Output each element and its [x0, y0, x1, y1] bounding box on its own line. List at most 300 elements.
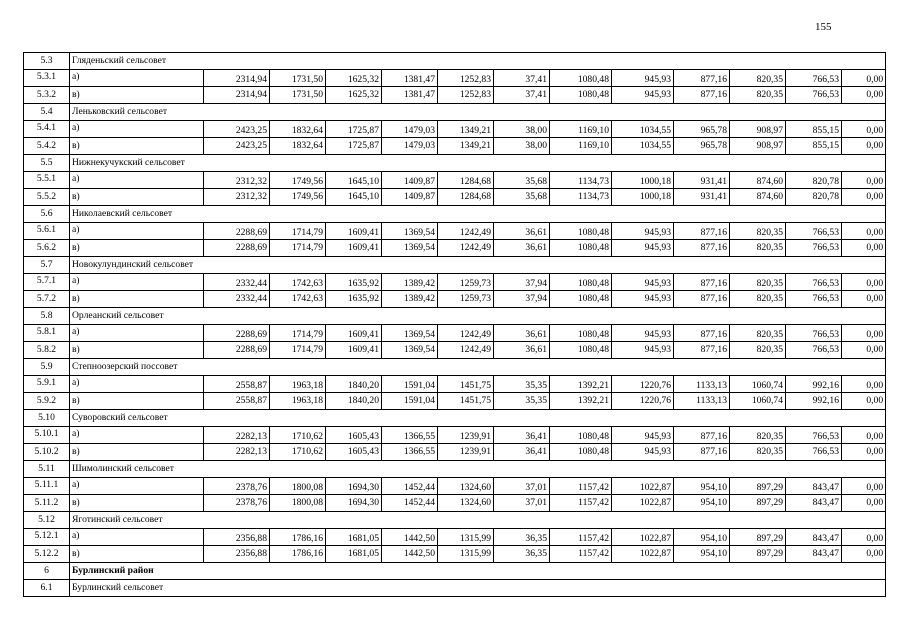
value-cell: 1605,43: [326, 427, 382, 444]
value-cell: 37,41: [494, 87, 550, 104]
value-cell: 1000,18: [612, 172, 674, 189]
value-cell: 1725,87: [326, 121, 382, 138]
row-number: 5.5.1: [24, 172, 70, 189]
value-cell: 35,68: [494, 189, 550, 206]
value-cell: 35,35: [494, 393, 550, 410]
value-cell: 1609,41: [326, 223, 382, 240]
value-cell: 1452,44: [382, 495, 438, 512]
section-header-row: [24, 206, 886, 223]
value-cell: 37,01: [494, 495, 550, 512]
value-cell: 874,60: [730, 172, 786, 189]
section-name: Леньковский сельсовет: [70, 104, 886, 121]
value-cell: 1749,56: [270, 189, 326, 206]
value-cell: 820,78: [786, 172, 842, 189]
table-row: [24, 495, 886, 512]
value-cell: 1259,73: [438, 291, 494, 308]
table-row: [24, 189, 886, 206]
value-cell: 1389,42: [382, 291, 438, 308]
value-cell: 1381,47: [382, 87, 438, 104]
value-cell: 1080,48: [550, 87, 612, 104]
tariff-table: [23, 52, 886, 597]
row-label: а): [70, 376, 204, 393]
value-cell: 897,29: [730, 478, 786, 495]
value-cell: 1315,99: [438, 529, 494, 546]
value-cell: 0,00: [842, 189, 886, 206]
table-row: [24, 376, 886, 393]
section-name: Бурлинский район: [70, 563, 886, 580]
value-cell: 1060,74: [730, 376, 786, 393]
value-cell: 1169,10: [550, 121, 612, 138]
value-cell: 2312,32: [204, 189, 270, 206]
value-cell: 0,00: [842, 240, 886, 257]
value-cell: 820,35: [730, 87, 786, 104]
row-number: 5.12.2: [24, 546, 70, 563]
value-cell: 877,16: [674, 87, 730, 104]
value-cell: 820,35: [730, 274, 786, 291]
value-cell: 35,68: [494, 172, 550, 189]
value-cell: 1349,21: [438, 121, 494, 138]
value-cell: 766,53: [786, 325, 842, 342]
row-number: 5.7: [24, 257, 70, 274]
value-cell: 1022,87: [612, 495, 674, 512]
value-cell: 820,35: [730, 223, 786, 240]
row-label: в): [70, 189, 204, 206]
value-cell: 1022,87: [612, 546, 674, 563]
value-cell: 37,01: [494, 478, 550, 495]
section-name: Яготинский сельсовет: [70, 512, 886, 529]
value-cell: 0,00: [842, 172, 886, 189]
value-cell: 2378,76: [204, 495, 270, 512]
section-header-row: [24, 410, 886, 427]
value-cell: 1714,79: [270, 325, 326, 342]
value-cell: 1832,64: [270, 121, 326, 138]
value-cell: 945,93: [612, 240, 674, 257]
section-header-row: [24, 155, 886, 172]
value-cell: 0,00: [842, 495, 886, 512]
value-cell: 1034,55: [612, 121, 674, 138]
value-cell: 2423,25: [204, 138, 270, 155]
value-cell: 1694,30: [326, 478, 382, 495]
value-cell: 945,93: [612, 70, 674, 87]
value-cell: 1591,04: [382, 376, 438, 393]
row-number: 5.6: [24, 206, 70, 223]
value-cell: 2288,69: [204, 240, 270, 257]
table-row: [24, 291, 886, 308]
value-cell: 1731,50: [270, 87, 326, 104]
value-cell: 35,35: [494, 376, 550, 393]
table-row: [24, 240, 886, 257]
value-cell: 1635,92: [326, 274, 382, 291]
value-cell: 2558,87: [204, 376, 270, 393]
value-cell: 1080,48: [550, 325, 612, 342]
row-number: 5.10.1: [24, 427, 70, 444]
value-cell: 992,16: [786, 376, 842, 393]
section-header-row: [24, 563, 886, 580]
row-label: а): [70, 274, 204, 291]
value-cell: 945,93: [612, 427, 674, 444]
value-cell: 1157,42: [550, 546, 612, 563]
value-cell: 1731,50: [270, 70, 326, 87]
value-cell: 766,53: [786, 342, 842, 359]
value-cell: 1369,54: [382, 342, 438, 359]
row-label: а): [70, 121, 204, 138]
value-cell: 1605,43: [326, 444, 382, 461]
value-cell: 0,00: [842, 529, 886, 546]
value-cell: 954,10: [674, 529, 730, 546]
value-cell: 1080,48: [550, 342, 612, 359]
row-number: 5.4.2: [24, 138, 70, 155]
value-cell: 965,78: [674, 138, 730, 155]
value-cell: 1242,49: [438, 342, 494, 359]
row-number: 5.4.1: [24, 121, 70, 138]
value-cell: 1714,79: [270, 342, 326, 359]
value-cell: 1000,18: [612, 189, 674, 206]
value-cell: 0,00: [842, 546, 886, 563]
value-cell: 0,00: [842, 291, 886, 308]
row-number: 6: [24, 563, 70, 580]
value-cell: 1681,05: [326, 546, 382, 563]
value-cell: 843,47: [786, 529, 842, 546]
value-cell: 1133,13: [674, 393, 730, 410]
row-number: 5.3.1: [24, 70, 70, 87]
value-cell: 877,16: [674, 274, 730, 291]
table-row: [24, 121, 886, 138]
value-cell: 945,93: [612, 87, 674, 104]
value-cell: 1284,68: [438, 189, 494, 206]
value-cell: 931,41: [674, 189, 730, 206]
value-cell: 1800,08: [270, 478, 326, 495]
value-cell: 1392,21: [550, 376, 612, 393]
row-label: в): [70, 342, 204, 359]
value-cell: 2423,25: [204, 121, 270, 138]
value-cell: 37,94: [494, 274, 550, 291]
value-cell: 38,00: [494, 121, 550, 138]
value-cell: 945,93: [612, 223, 674, 240]
row-label: в): [70, 495, 204, 512]
section-name: Нижнекучукский сельсовет: [70, 155, 886, 172]
row-label: а): [70, 223, 204, 240]
value-cell: 36,61: [494, 342, 550, 359]
row-number: 5.7.2: [24, 291, 70, 308]
value-cell: 2332,44: [204, 274, 270, 291]
value-cell: 766,53: [786, 87, 842, 104]
value-cell: 1963,18: [270, 376, 326, 393]
value-cell: 843,47: [786, 495, 842, 512]
value-cell: 2378,76: [204, 478, 270, 495]
section-name: Орлеанский сельсовет: [70, 308, 886, 325]
value-cell: 36,41: [494, 444, 550, 461]
row-label: а): [70, 427, 204, 444]
value-cell: 1242,49: [438, 223, 494, 240]
value-cell: 1840,20: [326, 376, 382, 393]
value-cell: 2282,13: [204, 444, 270, 461]
value-cell: 1239,91: [438, 427, 494, 444]
value-cell: 0,00: [842, 427, 886, 444]
row-label: в): [70, 138, 204, 155]
row-number: 5.9.2: [24, 393, 70, 410]
value-cell: 36,35: [494, 529, 550, 546]
value-cell: 1080,48: [550, 274, 612, 291]
table-row: [24, 427, 886, 444]
row-label: в): [70, 393, 204, 410]
value-cell: 766,53: [786, 223, 842, 240]
value-cell: 1625,32: [326, 70, 382, 87]
table-row: [24, 138, 886, 155]
row-number: 5.5.2: [24, 189, 70, 206]
value-cell: 0,00: [842, 87, 886, 104]
page-number: 155: [815, 21, 832, 33]
value-cell: 843,47: [786, 546, 842, 563]
value-cell: 1080,48: [550, 223, 612, 240]
section-name: Николаевский сельсовет: [70, 206, 886, 223]
value-cell: 877,16: [674, 427, 730, 444]
value-cell: 954,10: [674, 478, 730, 495]
value-cell: 1832,64: [270, 138, 326, 155]
value-cell: 1381,47: [382, 70, 438, 87]
value-cell: 1609,41: [326, 342, 382, 359]
value-cell: 0,00: [842, 325, 886, 342]
value-cell: 954,10: [674, 546, 730, 563]
value-cell: 0,00: [842, 138, 886, 155]
table-row: [24, 223, 886, 240]
value-cell: 1259,73: [438, 274, 494, 291]
value-cell: 1252,83: [438, 70, 494, 87]
section-header-row: [24, 461, 886, 478]
value-cell: 1591,04: [382, 393, 438, 410]
row-number: 5.10: [24, 410, 70, 427]
value-cell: 1080,48: [550, 291, 612, 308]
value-cell: 1369,54: [382, 325, 438, 342]
value-cell: 1169,10: [550, 138, 612, 155]
row-label: а): [70, 478, 204, 495]
value-cell: 1315,99: [438, 546, 494, 563]
value-cell: 766,53: [786, 240, 842, 257]
value-cell: 1635,92: [326, 291, 382, 308]
value-cell: 1451,75: [438, 376, 494, 393]
value-cell: 1220,76: [612, 393, 674, 410]
row-label: в): [70, 87, 204, 104]
value-cell: 954,10: [674, 495, 730, 512]
table-row: [24, 529, 886, 546]
value-cell: 1324,60: [438, 478, 494, 495]
row-number: 5.4: [24, 104, 70, 121]
value-cell: 945,93: [612, 274, 674, 291]
value-cell: 820,35: [730, 444, 786, 461]
section-header-row: [24, 359, 886, 376]
section-header-row: [24, 104, 886, 121]
row-number: 5.6.1: [24, 223, 70, 240]
value-cell: 1242,49: [438, 240, 494, 257]
value-cell: 1609,41: [326, 240, 382, 257]
row-label: а): [70, 325, 204, 342]
section-name: Новокулундинский сельсовет: [70, 257, 886, 274]
value-cell: 1681,05: [326, 529, 382, 546]
value-cell: 877,16: [674, 291, 730, 308]
value-cell: 1324,60: [438, 495, 494, 512]
row-number: 5.11: [24, 461, 70, 478]
row-number: 5.3: [24, 53, 70, 70]
value-cell: 1742,63: [270, 274, 326, 291]
row-number: 5.9: [24, 359, 70, 376]
row-number: 5.3.2: [24, 87, 70, 104]
value-cell: 2356,88: [204, 529, 270, 546]
value-cell: 1714,79: [270, 240, 326, 257]
value-cell: 820,35: [730, 70, 786, 87]
value-cell: 1710,62: [270, 427, 326, 444]
table-row: [24, 342, 886, 359]
value-cell: 1239,91: [438, 444, 494, 461]
value-cell: 1034,55: [612, 138, 674, 155]
row-number: 5.8: [24, 308, 70, 325]
value-cell: 1284,68: [438, 172, 494, 189]
value-cell: 1710,62: [270, 444, 326, 461]
value-cell: 1742,63: [270, 291, 326, 308]
value-cell: 1786,16: [270, 529, 326, 546]
value-cell: 908,97: [730, 138, 786, 155]
value-cell: 2282,13: [204, 427, 270, 444]
table-row: [24, 274, 886, 291]
table-row: [24, 87, 886, 104]
value-cell: 820,35: [730, 240, 786, 257]
row-label: в): [70, 546, 204, 563]
value-cell: 1442,50: [382, 546, 438, 563]
value-cell: 36,35: [494, 546, 550, 563]
value-cell: 2356,88: [204, 546, 270, 563]
section-name: Степноозерский поссовет: [70, 359, 886, 376]
value-cell: 820,35: [730, 325, 786, 342]
value-cell: 766,53: [786, 274, 842, 291]
row-label: в): [70, 291, 204, 308]
table-row: [24, 546, 886, 563]
value-cell: 0,00: [842, 376, 886, 393]
value-cell: 1749,56: [270, 172, 326, 189]
value-cell: 1392,21: [550, 393, 612, 410]
value-cell: 0,00: [842, 478, 886, 495]
value-cell: 1080,48: [550, 240, 612, 257]
value-cell: 820,78: [786, 189, 842, 206]
value-cell: 2288,69: [204, 325, 270, 342]
value-cell: 2288,69: [204, 223, 270, 240]
value-cell: 1134,73: [550, 172, 612, 189]
row-number: 5.12.1: [24, 529, 70, 546]
row-label: а): [70, 529, 204, 546]
value-cell: 38,00: [494, 138, 550, 155]
value-cell: 1609,41: [326, 325, 382, 342]
value-cell: 1479,03: [382, 121, 438, 138]
value-cell: 855,15: [786, 121, 842, 138]
value-cell: 36,61: [494, 223, 550, 240]
value-cell: 1366,55: [382, 427, 438, 444]
section-header-row: [24, 512, 886, 529]
value-cell: 1369,54: [382, 240, 438, 257]
value-cell: 1080,48: [550, 427, 612, 444]
value-cell: 1220,76: [612, 376, 674, 393]
value-cell: 1409,87: [382, 172, 438, 189]
row-number: 5.10.2: [24, 444, 70, 461]
value-cell: 37,41: [494, 70, 550, 87]
value-cell: 877,16: [674, 342, 730, 359]
value-cell: 0,00: [842, 70, 886, 87]
section-header-row: [24, 580, 886, 597]
value-cell: 843,47: [786, 478, 842, 495]
value-cell: 2558,87: [204, 393, 270, 410]
row-label: а): [70, 172, 204, 189]
value-cell: 766,53: [786, 427, 842, 444]
value-cell: 1157,42: [550, 478, 612, 495]
section-name: Шимолинский сельсовет: [70, 461, 886, 478]
value-cell: 1800,08: [270, 495, 326, 512]
value-cell: 820,35: [730, 427, 786, 444]
table-row: [24, 393, 886, 410]
section-header-row: [24, 308, 886, 325]
table-row: [24, 172, 886, 189]
value-cell: 1840,20: [326, 393, 382, 410]
value-cell: 1389,42: [382, 274, 438, 291]
value-cell: 0,00: [842, 342, 886, 359]
value-cell: 1963,18: [270, 393, 326, 410]
value-cell: 2288,69: [204, 342, 270, 359]
value-cell: 945,93: [612, 342, 674, 359]
value-cell: 1786,16: [270, 546, 326, 563]
row-label: а): [70, 70, 204, 87]
value-cell: 1157,42: [550, 495, 612, 512]
value-cell: 36,61: [494, 325, 550, 342]
value-cell: 992,16: [786, 393, 842, 410]
value-cell: 1080,48: [550, 444, 612, 461]
value-cell: 1349,21: [438, 138, 494, 155]
value-cell: 1022,87: [612, 529, 674, 546]
row-number: 5.5: [24, 155, 70, 172]
value-cell: 0,00: [842, 223, 886, 240]
value-cell: 36,41: [494, 427, 550, 444]
table-row: [24, 478, 886, 495]
value-cell: 1252,83: [438, 87, 494, 104]
value-cell: 766,53: [786, 70, 842, 87]
value-cell: 0,00: [842, 121, 886, 138]
value-cell: 1479,03: [382, 138, 438, 155]
value-cell: 0,00: [842, 274, 886, 291]
section-name: Бурлинский сельсовет: [70, 580, 886, 597]
value-cell: 1714,79: [270, 223, 326, 240]
table-body: [24, 53, 886, 597]
value-cell: 36,61: [494, 240, 550, 257]
value-cell: 965,78: [674, 121, 730, 138]
value-cell: 855,15: [786, 138, 842, 155]
value-cell: 1060,74: [730, 393, 786, 410]
value-cell: 1366,55: [382, 444, 438, 461]
value-cell: 908,97: [730, 121, 786, 138]
value-cell: 945,93: [612, 291, 674, 308]
section-header-row: [24, 257, 886, 274]
row-number: 5.8.1: [24, 325, 70, 342]
value-cell: 1134,73: [550, 189, 612, 206]
value-cell: 1442,50: [382, 529, 438, 546]
value-cell: 877,16: [674, 70, 730, 87]
row-number: 5.12: [24, 512, 70, 529]
value-cell: 2314,94: [204, 87, 270, 104]
value-cell: 1409,87: [382, 189, 438, 206]
value-cell: 1625,32: [326, 87, 382, 104]
value-cell: 897,29: [730, 546, 786, 563]
row-number: 5.7.1: [24, 274, 70, 291]
value-cell: 766,53: [786, 444, 842, 461]
value-cell: 0,00: [842, 393, 886, 410]
row-number: 5.9.1: [24, 376, 70, 393]
section-name: Суворовский сельсовет: [70, 410, 886, 427]
value-cell: 1645,10: [326, 172, 382, 189]
value-cell: 0,00: [842, 444, 886, 461]
value-cell: 820,35: [730, 342, 786, 359]
